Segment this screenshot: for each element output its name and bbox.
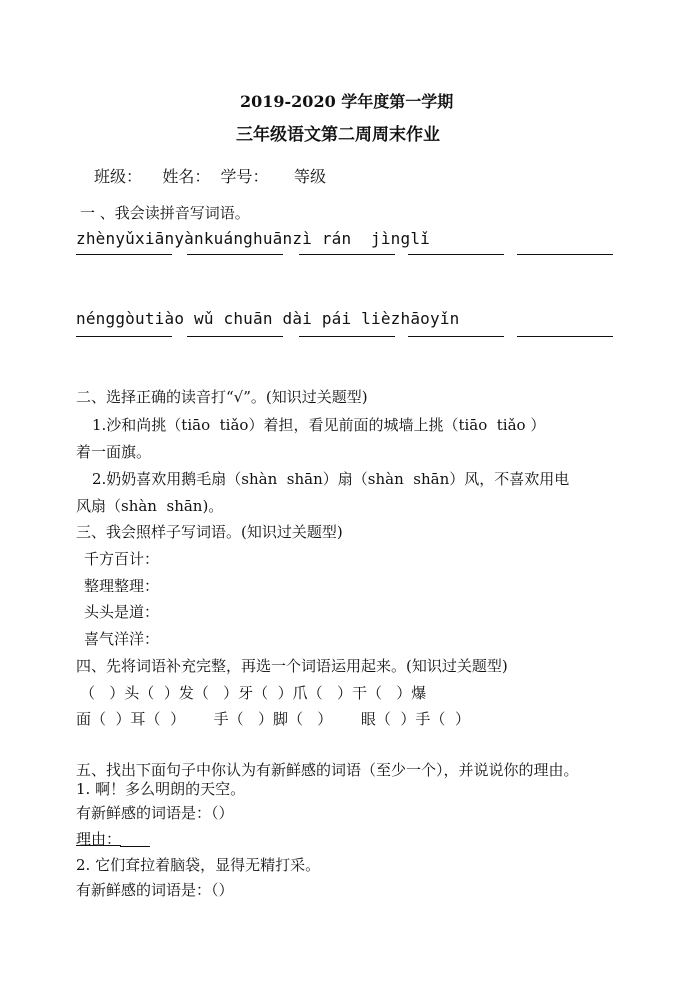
fill-row-1: （ ）头（ ）发（ ）牙（ ）爪（ ）干（ ）爆 xyxy=(80,684,427,702)
answer-blank xyxy=(299,336,395,337)
answer-blank xyxy=(76,254,172,255)
answer-blank xyxy=(187,254,283,255)
answer-blank xyxy=(517,336,613,337)
sentence-1: 1. 啊！多么明朗的天空。 xyxy=(76,780,246,798)
pinyin-row-1: zhènyǔxiānyànkuánghuānzì rán jìnglǐ xyxy=(76,229,430,248)
example-word-4: 喜气洋洋： xyxy=(84,630,160,648)
answer-blank xyxy=(76,336,172,337)
student-info-line: 班级： 姓名： 学号： 等级 xyxy=(94,167,326,186)
reason-underline xyxy=(120,846,150,847)
term-heading: 2019-2020 学年度第一学期 xyxy=(240,92,454,111)
section4-heading: 四、先将词语补充完整，再选一个词语运用起来。(知识过关题型) xyxy=(76,657,508,675)
page-title: 三年级语文第二周周末作业 xyxy=(236,125,440,145)
answer-blank xyxy=(408,336,504,337)
section3-heading: 三、我会照样子写词语。(知识过关题型) xyxy=(76,523,343,541)
answer-blank xyxy=(187,336,283,337)
sentence-1-reason: 理由： xyxy=(76,830,122,848)
sentence-2: 2. 它们耷拉着脑袋，显得无精打采。 xyxy=(76,856,321,874)
question-2-1-line-1: 1.沙和尚挑（tiāo tiǎo）着担，看见前面的城墙上挑（tiāo tiǎo ） xyxy=(92,416,546,434)
sentence-2-answer: 有新鲜感的词语是：（） xyxy=(76,881,234,899)
answer-blank xyxy=(299,254,395,255)
question-2-1-line-2: 着一面旗。 xyxy=(76,443,152,461)
answer-blank xyxy=(408,254,504,255)
section2-heading: 二、选择正确的读音打“√”。(知识过关题型) xyxy=(76,388,368,406)
example-word-1: 千方百计： xyxy=(84,550,160,568)
example-word-2: 整理整理： xyxy=(84,577,160,595)
pinyin-row-2: nénggòutiào wǔ chuān dài pái lièzhāoyǐn xyxy=(76,309,460,328)
question-2-2-line-2: 风扇（shàn shān)。 xyxy=(76,497,224,515)
fill-row-2: 面（ ）耳（ ） 手（ ）脚（ ） 眼（ ）手（ ） xyxy=(76,710,470,728)
question-2-2-line-1: 2.奶奶喜欢用鹅毛扇（shàn shān）扇（shàn shān）风，不喜欢用电 xyxy=(92,470,570,488)
section1-heading: 一 、我会读拼音写词语。 xyxy=(80,204,250,222)
example-word-3: 头头是道： xyxy=(84,603,160,621)
sentence-1-answer: 有新鲜感的词语是：（） xyxy=(76,804,234,822)
answer-blank xyxy=(517,254,613,255)
section5-heading: 五、找出下面句子中你认为有新鲜感的词语（至少一个），并说说你的理由。 xyxy=(76,761,579,779)
